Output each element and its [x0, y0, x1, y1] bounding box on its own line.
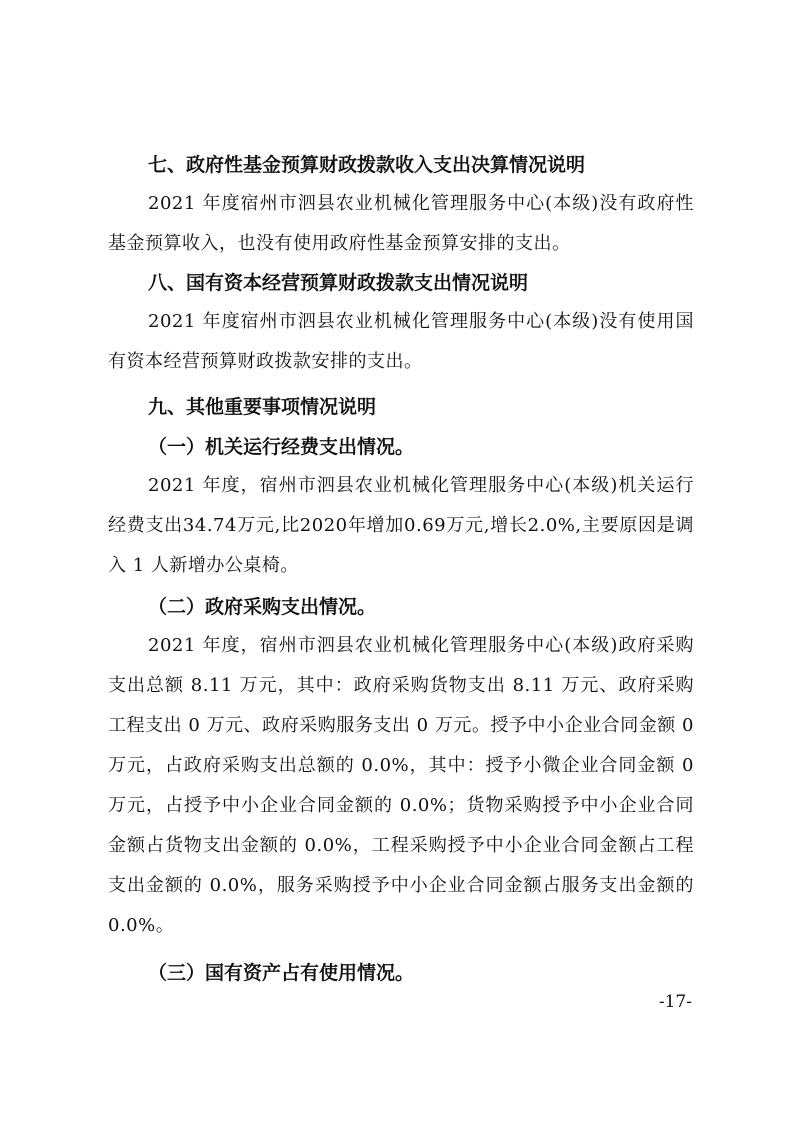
- section-8-heading: 八、国有资本经营预算财政拨款支出情况说明: [148, 272, 529, 294]
- section-7-body: 2021 年度宿州市泗县农业机械化管理服务中心(本级)没有政府性基金预算收入，也没有使用政府性基金预算安排的支出。: [108, 193, 694, 254]
- page-number: -17-: [658, 992, 692, 1012]
- section-9-1-body: 2021 年度，宿州市泗县农业机械化管理服务中心(本级)机关运行经费支出34.74万元,比2020年增加0.69万元,增长2.0%,主要原因是调入 1 人新增办公桌椅。: [108, 475, 694, 576]
- page-content: [108, 146, 694, 992]
- section-7-heading: 七、政府性基金预算财政拨款收入支出决算情况说明: [148, 154, 586, 176]
- section-9-2-body: 2021 年度，宿州市泗县农业机械化管理服务中心(本级)政府采购支出总额 8.11 万元，其中：政府采购货物支出 8.11 万元、政府采购工程支出 0 万元、政府采购服务支出 0 万元。授予中小企业合同金额 0 万元，占政府采购支出总额的 0.0%，其中：授予小微企业合同金额 0 万元，占授予中小企业合同金额的 0.0%；货物采购授予中小企业合同金额占货物支出金额的 0.0%，工程采购授予中小企业合同金额占工程支出金额的 0.0%，服务采购授予中小企业合同金额占服务支出金额的 0.0%。: [108, 635, 694, 936]
- section-8-body: 2021 年度宿州市泗县农业机械化管理服务中心(本级)没有使用国有资本经营预算财政拨款安排的支出。: [108, 311, 694, 372]
- section-9-1-heading: （一）机关运行经费支出情况。: [148, 436, 415, 458]
- section-9-2-heading: （二）政府采购支出情况。: [148, 596, 377, 618]
- section-9-heading: 九、其他重要事项情况说明: [148, 396, 377, 418]
- section-9-3-heading: （三）国有资产占有使用情况。: [148, 962, 415, 984]
